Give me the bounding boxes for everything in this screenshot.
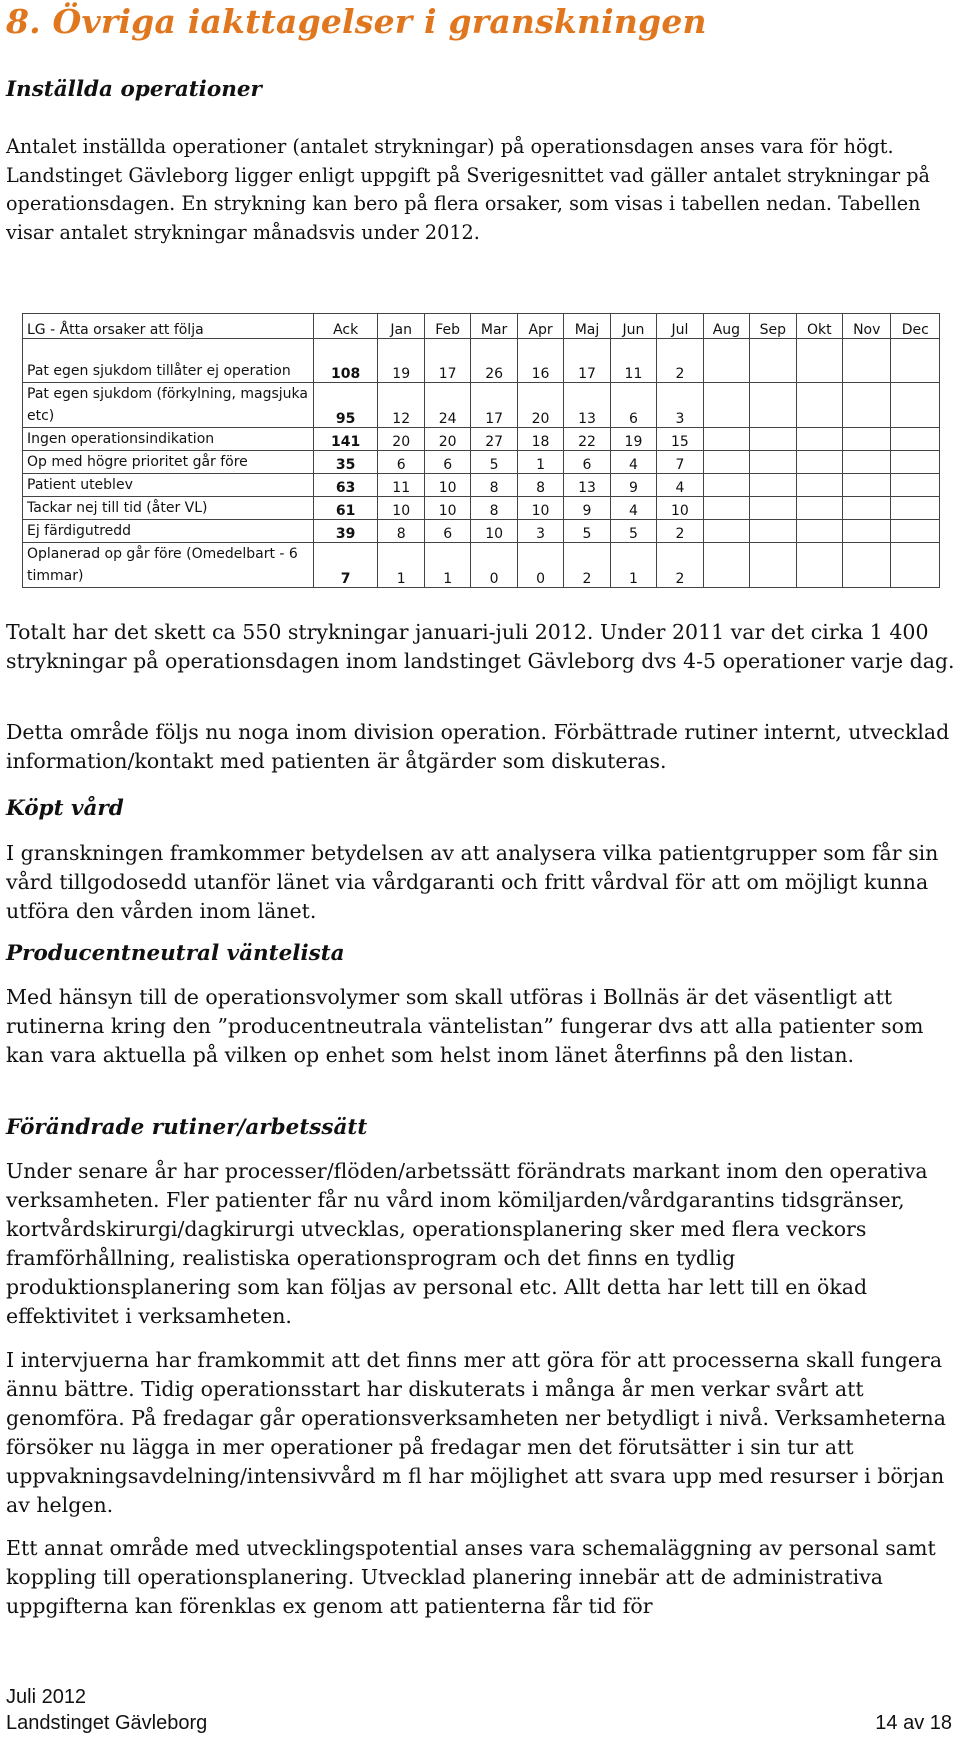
table-header-cell: Apr xyxy=(517,314,563,339)
month-cell: 19 xyxy=(610,428,656,451)
month-cell xyxy=(750,520,796,543)
month-cell: 17 xyxy=(424,339,470,383)
row-label-cell: Tackar nej till tid (åter VL) xyxy=(23,497,314,520)
strykningar-table xyxy=(22,313,940,588)
month-cell xyxy=(891,543,940,588)
table-header-cell: Feb xyxy=(424,314,470,339)
month-cell: 13 xyxy=(564,474,610,497)
month-cell: 17 xyxy=(564,339,610,383)
month-cell xyxy=(750,428,796,451)
table-header-cell: Okt xyxy=(796,314,842,339)
month-cell: 10 xyxy=(517,497,563,520)
month-cell: 13 xyxy=(564,383,610,428)
month-cell: 10 xyxy=(424,497,470,520)
month-cell: 16 xyxy=(517,339,563,383)
month-cell: 11 xyxy=(610,339,656,383)
month-cell: 6 xyxy=(610,383,656,428)
month-cell: 15 xyxy=(657,428,703,451)
month-cell: 1 xyxy=(378,543,424,588)
table-row xyxy=(23,543,940,588)
month-cell: 18 xyxy=(517,428,563,451)
month-cell: 1 xyxy=(424,543,470,588)
row-label-cell: Oplanerad op går före (Omedelbart - 6 timmar) xyxy=(23,543,314,588)
month-cell xyxy=(843,451,891,474)
month-cell: 11 xyxy=(378,474,424,497)
month-cell xyxy=(703,543,749,588)
month-cell xyxy=(796,497,842,520)
paragraph-detta-omrade: Detta område följs nu noga inom division operation. Förbättrade rutiner internt, utvecklad information/kontakt med patienten är åtgärder som diskuteras. xyxy=(6,720,950,773)
month-cell xyxy=(843,474,891,497)
table-header-cell: Aug xyxy=(703,314,749,339)
month-cell: 20 xyxy=(424,428,470,451)
paragraph-totalt: Totalt har det skett ca 550 strykningar januari-juli 2012. Under 2011 var det cirka 1 400 strykningar på operationsdagen inom landstinget Gävleborg dvs 4-5 operationer varje dag. xyxy=(6,620,955,673)
month-cell: 27 xyxy=(471,428,517,451)
month-cell xyxy=(891,383,940,428)
section-title-installda: Inställda operationer xyxy=(6,77,262,102)
ack-cell: 35 xyxy=(313,451,378,474)
table-header-cell: LG - Åtta orsaker att följa xyxy=(23,314,314,339)
table-header-cell: Ack xyxy=(313,314,378,339)
month-cell xyxy=(703,339,749,383)
month-cell: 0 xyxy=(517,543,563,588)
month-cell xyxy=(843,520,891,543)
month-cell xyxy=(891,451,940,474)
month-cell: 6 xyxy=(424,520,470,543)
month-cell: 10 xyxy=(424,474,470,497)
month-cell: 20 xyxy=(517,383,563,428)
month-cell xyxy=(891,339,940,383)
month-cell: 22 xyxy=(564,428,610,451)
section-title-producent: Producentneutral väntelista xyxy=(6,941,345,966)
month-cell: 9 xyxy=(564,497,610,520)
month-cell: 7 xyxy=(657,451,703,474)
paragraph-forandrade-1: Under senare år har processer/flöden/arbetssätt förändrats markant inom den operativa verksamheten. Fler patienter får nu vård inom kömiljarden/vårdgarantins tidsgränser, kortvårdskirurgi/dagkirurgi utvecklas, operationsplanering sker med flera veckors framförhållning, realistiska operationsprogram och det finns en tydlig produktionsplanering som kan följas av personal etc. Allt detta har lett till en ökad effektivitet i verksamheten. xyxy=(6,1159,928,1328)
month-cell: 8 xyxy=(471,474,517,497)
month-cell: 26 xyxy=(471,339,517,383)
table-header-cell: Sep xyxy=(750,314,796,339)
month-cell: 3 xyxy=(657,383,703,428)
month-cell: 2 xyxy=(657,339,703,383)
month-cell: 4 xyxy=(610,497,656,520)
month-cell xyxy=(703,497,749,520)
month-cell xyxy=(891,520,940,543)
table-header-cell: Jul xyxy=(657,314,703,339)
page-heading: 8. Övriga iakttagelser i granskningen xyxy=(6,2,707,41)
month-cell: 6 xyxy=(564,451,610,474)
ack-cell: 141 xyxy=(313,428,378,451)
month-cell xyxy=(843,428,891,451)
section-title-forandrade: Förändrade rutiner/arbetssätt xyxy=(6,1115,368,1140)
month-cell xyxy=(703,474,749,497)
table-header-cell: Maj xyxy=(564,314,610,339)
month-cell xyxy=(750,497,796,520)
month-cell xyxy=(796,520,842,543)
table-header-cell: Nov xyxy=(843,314,891,339)
month-cell xyxy=(843,383,891,428)
month-cell xyxy=(703,451,749,474)
strykningar-table-container xyxy=(22,313,940,592)
month-cell xyxy=(843,339,891,383)
month-cell: 10 xyxy=(657,497,703,520)
month-cell xyxy=(796,339,842,383)
month-cell: 5 xyxy=(471,451,517,474)
month-cell: 12 xyxy=(378,383,424,428)
month-cell xyxy=(750,451,796,474)
month-cell: 20 xyxy=(378,428,424,451)
row-label-cell: Patient uteblev xyxy=(23,474,314,497)
month-cell xyxy=(750,543,796,588)
month-cell: 0 xyxy=(471,543,517,588)
month-cell: 10 xyxy=(471,520,517,543)
table-header-cell: Jan xyxy=(378,314,424,339)
row-label-cell: Ingen operationsindikation xyxy=(23,428,314,451)
footer-page-number: 14 av 18 xyxy=(875,1712,952,1734)
table-row xyxy=(23,520,940,543)
table-row xyxy=(23,428,940,451)
month-cell: 24 xyxy=(424,383,470,428)
month-cell xyxy=(750,383,796,428)
table-row xyxy=(23,383,940,428)
month-cell: 8 xyxy=(517,474,563,497)
ack-cell: 39 xyxy=(313,520,378,543)
month-cell: 2 xyxy=(657,520,703,543)
month-cell xyxy=(891,428,940,451)
month-cell: 17 xyxy=(471,383,517,428)
month-cell: 2 xyxy=(657,543,703,588)
month-cell: 5 xyxy=(564,520,610,543)
table-row xyxy=(23,451,940,474)
ack-cell: 95 xyxy=(313,383,378,428)
ack-cell: 7 xyxy=(313,543,378,588)
month-cell xyxy=(891,474,940,497)
table-header-row xyxy=(23,314,940,339)
month-cell: 9 xyxy=(610,474,656,497)
month-cell xyxy=(796,428,842,451)
table-row xyxy=(23,497,940,520)
month-cell: 4 xyxy=(610,451,656,474)
month-cell: 1 xyxy=(610,543,656,588)
month-cell: 8 xyxy=(471,497,517,520)
paragraph-forandrade-3: Ett annat område med utvecklingspotential anses vara schemaläggning av personal samt koppling till operationsplanering. Utvecklad planering innebär att de administrativa uppgifterna kan förenklas ex genom att patienterna får tid för xyxy=(6,1536,936,1618)
month-cell xyxy=(703,428,749,451)
month-cell: 3 xyxy=(517,520,563,543)
month-cell xyxy=(843,497,891,520)
month-cell xyxy=(796,383,842,428)
month-cell xyxy=(750,474,796,497)
month-cell xyxy=(796,543,842,588)
month-cell xyxy=(750,339,796,383)
table-row xyxy=(23,339,940,383)
row-label-cell: Ej färdigutredd xyxy=(23,520,314,543)
month-cell xyxy=(703,383,749,428)
month-cell: 5 xyxy=(610,520,656,543)
table-header-cell: Mar xyxy=(471,314,517,339)
table-header-cell: Jun xyxy=(610,314,656,339)
ack-cell: 63 xyxy=(313,474,378,497)
month-cell: 8 xyxy=(378,520,424,543)
month-cell xyxy=(796,474,842,497)
month-cell: 10 xyxy=(378,497,424,520)
month-cell: 6 xyxy=(378,451,424,474)
row-label-cell: Pat egen sjukdom (förkylning, magsjuka etc) xyxy=(23,383,314,428)
month-cell xyxy=(703,520,749,543)
paragraph-installda-intro: Antalet inställda operationer (antalet strykningar) på operationsdagen anses vara för högt. Landstinget Gävleborg ligger enligt uppgift på Sverigesnittet vad gäller antalet strykningar på operationsdagen. En strykning kan bero på flera orsaker, som visas i tabellen nedan. Tabellen visar antalet strykningar månadsvis under 2012. xyxy=(6,135,930,244)
month-cell xyxy=(891,497,940,520)
row-label-cell: Op med högre prioritet går före xyxy=(23,451,314,474)
table-row xyxy=(23,474,940,497)
month-cell: 4 xyxy=(657,474,703,497)
row-label-cell: Pat egen sjukdom tillåter ej operation xyxy=(23,339,314,383)
month-cell: 19 xyxy=(378,339,424,383)
month-cell xyxy=(796,451,842,474)
paragraph-forandrade-2: I intervjuerna har framkommit att det finns mer att göra för att processerna skall fungera ännu bättre. Tidig operationsstart har diskuterats i många år men verkar svårt att genomföra. På fredagar går operationsverksamheten ner betydligt i nivå. Verksamheterna försöker nu lägga in mer operationer på fredagar men det förutsätter i sin tur att uppvakningsavdelning/intensivvård m fl har möjlighet att svara upp med resurser i början av helgen. xyxy=(6,1348,946,1517)
table-header-cell: Dec xyxy=(891,314,940,339)
month-cell: 6 xyxy=(424,451,470,474)
paragraph-kopt: I granskningen framkommer betydelsen av att analysera vilka patientgrupper som får sin vård tillgodosedd utanför länet via vårdgaranti och fritt vårdval för att om möjligt kunna utföra den vården inom länet. xyxy=(6,841,939,923)
footer-org: Landstinget Gävleborg xyxy=(6,1712,208,1734)
section-title-kopt: Köpt vård xyxy=(6,796,124,821)
month-cell: 1 xyxy=(517,451,563,474)
footer-date: Juli 2012 xyxy=(6,1686,87,1708)
month-cell xyxy=(843,543,891,588)
ack-cell: 61 xyxy=(313,497,378,520)
paragraph-producent: Med hänsyn till de operationsvolymer som skall utföras i Bollnäs är det väsentligt att rutinerna kring den ”producentneutrala väntelistan” fungerar dvs att alla patienter som kan vara aktuella på vilken op enhet som helst inom länet återfinns på den listan. xyxy=(6,985,924,1067)
month-cell: 2 xyxy=(564,543,610,588)
ack-cell: 108 xyxy=(313,339,378,383)
